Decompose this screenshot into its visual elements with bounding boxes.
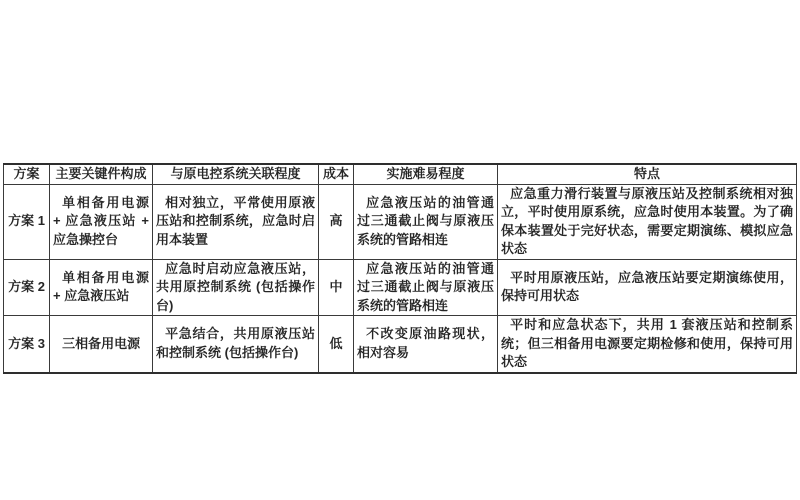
header-cost: 成本 — [319, 164, 354, 184]
cell-plan1-relation: 相对独立，平常使用原液压站和控制系统，应急时启用本装置 — [153, 184, 319, 259]
table-row-plan3 — [4, 316, 797, 373]
header-difficulty: 实施难易程度 — [354, 164, 498, 184]
cell-plan3-name: 方案 3 — [4, 316, 50, 373]
table-row-plan2 — [4, 259, 797, 316]
table-row-plan1 — [4, 184, 797, 259]
cell-plan1-name: 方案 1 — [4, 184, 50, 259]
header-features: 特点 — [498, 164, 797, 184]
cell-plan3-relation: 平急结合，共用原液压站和控制系统 (包括操作台) — [153, 316, 319, 373]
cell-plan3-cost: 低 — [319, 316, 354, 373]
cell-plan1-difficulty: 应急液压站的油管通过三通截止阀与原液压系统的管路相连 — [354, 184, 498, 259]
cell-plan2-features: 平时用原液压站，应急液压站要定期演练使用，保持可用状态 — [498, 259, 797, 316]
cell-plan3-difficulty: 不改变原油路现状，相对容易 — [354, 316, 498, 373]
cell-plan3-components: 三相备用电源 — [50, 316, 153, 373]
cell-plan2-cost: 中 — [319, 259, 354, 316]
cell-plan2-difficulty: 应急液压站的油管通过三通截止阀与原液压系统的管路相连 — [354, 259, 498, 316]
cell-plan1-cost: 高 — [319, 184, 354, 259]
header-relation: 与原电控系统关联程度 — [153, 164, 319, 184]
table-header-row — [4, 164, 797, 184]
cell-plan1-components: 单相备用电源 + 应急液压站 + 应急操控台 — [50, 184, 153, 259]
cell-plan3-features: 平时和应急状态下，共用 1 套液压站和控制系统；但三相备用电源要定期检修和使用，保持可用状态 — [498, 316, 797, 373]
plan-comparison-table — [3, 163, 797, 374]
cell-plan2-relation: 应急时启动应急液压站，共用原控制系统 (包括操作台) — [153, 259, 319, 316]
header-components: 主要关键件构成 — [50, 164, 153, 184]
cell-plan2-components: 单相备用电源 + 应急液压站 — [50, 259, 153, 316]
cell-plan2-name: 方案 2 — [4, 259, 50, 316]
header-plan: 方案 — [4, 164, 50, 184]
cell-plan1-features: 应急重力滑行装置与原液压站及控制系统相对独立，平时使用原系统，应急时使用本装置。为了确保本装置处于完好状态，需要定期演练、模拟应急状态 — [498, 184, 797, 259]
